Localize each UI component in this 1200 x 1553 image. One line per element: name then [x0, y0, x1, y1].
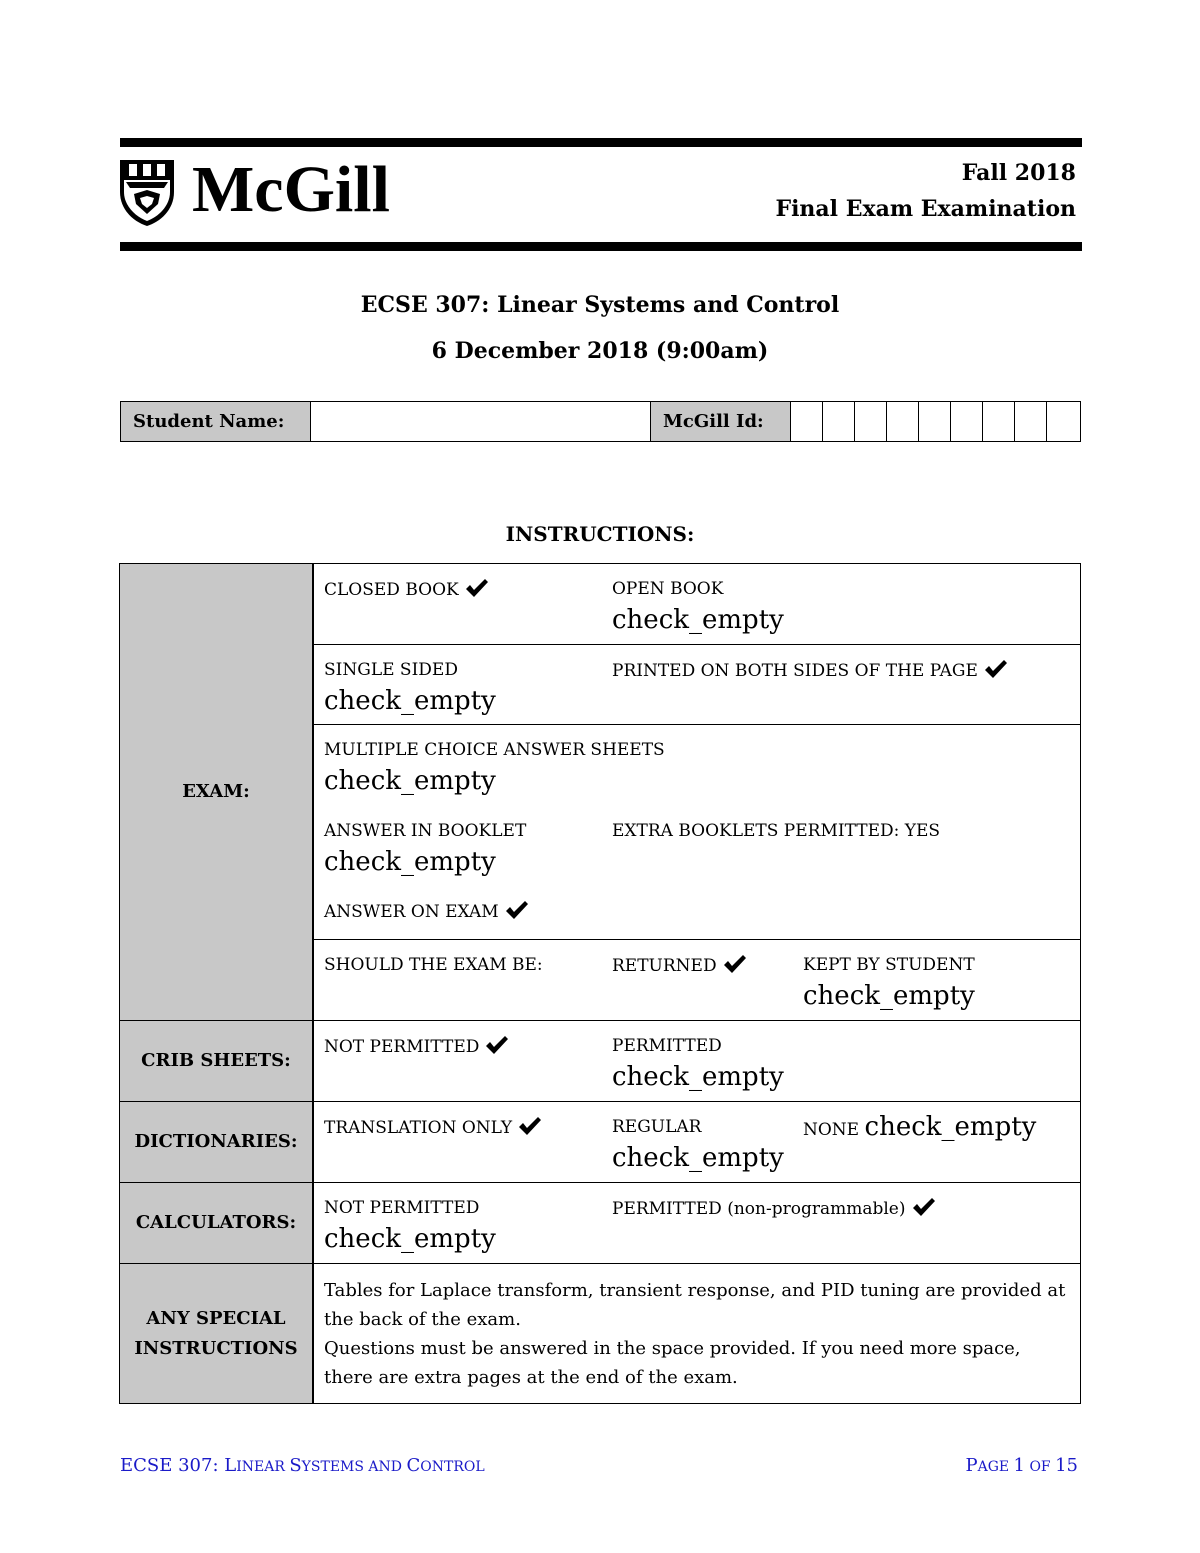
special-label-line2: INSTRUCTIONS: [134, 1337, 298, 1359]
closed-book-label: CLOSED BOOK: [324, 580, 459, 600]
footer-cap: S: [289, 1455, 302, 1476]
crib-not-permitted-label: NOT PERMITTED: [324, 1037, 480, 1057]
regular-option: [612, 1116, 784, 1176]
single-sided-option: [324, 659, 496, 719]
empty-checkbox-placeholder[interactable]: check_empty: [803, 981, 975, 1011]
kept-by-student-option: [803, 954, 975, 1014]
mcgill-id-digit-box[interactable]: [791, 402, 823, 441]
checkmark-icon: [518, 1116, 542, 1136]
header-top-rule: [120, 138, 1082, 147]
special-instruction-paragraph: Tables for Laplace transform, transient response, and PID tuning are provided at the back of the exam.: [324, 1280, 1066, 1330]
footer-smallcaps: AGE: [977, 1459, 1014, 1475]
student-info-row: [120, 401, 1081, 442]
both-sides-option: [612, 659, 1008, 682]
mcgill-id-digit-box[interactable]: [823, 402, 855, 441]
crib-permitted-label: PERMITTED: [612, 1036, 722, 1056]
checkmark-icon: [984, 659, 1008, 679]
calc-not-permitted-option: [324, 1197, 496, 1257]
exam-label-text: EXAM:: [182, 781, 250, 802]
calc-permitted-note: (non-programmable): [727, 1199, 906, 1219]
footer-cap: C: [406, 1455, 421, 1476]
dictionaries-options-cell: [313, 1102, 1081, 1183]
empty-checkbox-placeholder[interactable]: check_empty: [324, 1224, 496, 1254]
closed-book-option: [324, 578, 489, 601]
open-book-label: OPEN BOOK: [612, 579, 724, 599]
calculators-section-label: [120, 1183, 314, 1264]
exam-date: 6 December 2018 (9:00am): [431, 338, 769, 364]
crib-options-cell: [313, 1021, 1081, 1102]
checkmark-icon: [912, 1197, 936, 1217]
exam-term: Fall 2018: [961, 160, 1076, 186]
crib-not-permitted-option: [324, 1035, 509, 1058]
empty-checkbox-placeholder[interactable]: check_empty: [612, 605, 784, 635]
regular-label: REGULAR: [612, 1117, 702, 1137]
exam-section-label: [120, 564, 314, 1021]
mc-sheets-label: MULTIPLE CHOICE ANSWER SHEETS: [324, 740, 665, 760]
open-book-option: [612, 578, 784, 638]
dictionaries-label-text: DICTIONARIES:: [134, 1131, 298, 1152]
mcgill-id-digit-box[interactable]: [919, 402, 951, 441]
checkmark-icon: [485, 1035, 509, 1055]
total-page-count: 15: [1055, 1455, 1078, 1476]
single-sided-label: SINGLE SIDED: [324, 660, 458, 680]
footer-smallcaps: OF: [1025, 1459, 1056, 1475]
sides-options-cell: [313, 645, 1081, 725]
footer-page-number: [965, 1455, 1078, 1476]
none-option: [803, 1112, 1037, 1142]
footer-cap: P: [965, 1455, 978, 1476]
special-label-line1: ANY SPECIAL: [146, 1307, 286, 1329]
returned-option: [612, 954, 747, 977]
mcgill-id-digit-box[interactable]: [887, 402, 919, 441]
course-title: ECSE 307: Linear Systems and Control: [360, 292, 840, 318]
answer-booklet-label: ANSWER IN BOOKLET: [324, 821, 527, 841]
mcgill-id-digit-box[interactable]: [1047, 402, 1080, 441]
crib-label-text: CRIB SHEETS:: [141, 1050, 291, 1071]
empty-checkbox-placeholder[interactable]: check_empty: [324, 686, 496, 716]
kept-label: KEPT BY STUDENT: [803, 955, 975, 975]
current-page-number: 1: [1013, 1455, 1025, 1476]
book-options-cell: [313, 564, 1081, 645]
calculators-label-text: CALCULATORS:: [135, 1212, 297, 1233]
mcgill-crest-icon: [118, 158, 176, 228]
special-instructions-section-label: [120, 1264, 314, 1404]
none-label: NONE: [803, 1120, 860, 1140]
header-bottom-rule: [120, 242, 1082, 251]
instructions-table: [119, 563, 1081, 1404]
footer-cap: L: [224, 1455, 237, 1476]
translation-only-option: [324, 1116, 542, 1139]
special-instructions-text: [324, 1276, 1074, 1392]
mc-sheets-option: [324, 739, 665, 799]
footer-smallcaps: INEAR: [236, 1459, 290, 1475]
empty-checkbox-placeholder[interactable]: check_empty: [612, 1143, 784, 1173]
mcgill-id-digit-box[interactable]: [951, 402, 983, 441]
footer-course-code: ECSE 307:: [120, 1455, 225, 1476]
student-name-field[interactable]: [311, 402, 651, 441]
answer-options-cell: [313, 725, 1081, 940]
footer-smallcaps: YSTEMS AND: [301, 1459, 407, 1475]
calculators-options-cell: [313, 1183, 1081, 1264]
calc-permitted-option: [612, 1197, 936, 1220]
checkmark-icon: [723, 954, 747, 974]
checkmark-icon: [505, 900, 529, 920]
crib-sheets-section-label: [120, 1021, 314, 1102]
empty-checkbox-placeholder[interactable]: check_empty: [864, 1112, 1037, 1142]
extra-booklets-label: EXTRA BOOKLETS PERMITTED: YES: [612, 821, 941, 841]
special-instruction-paragraph: Questions must be answered in the space provided. If you need more space, there are extra pages at the end of the exam.: [324, 1338, 1021, 1388]
should-exam-be-label: [324, 954, 543, 976]
empty-checkbox-placeholder[interactable]: check_empty: [324, 766, 496, 796]
mcgill-logo-text: McGill: [192, 153, 390, 226]
crib-permitted-option: [612, 1035, 784, 1095]
mcgill-id-digit-box[interactable]: [855, 402, 887, 441]
answer-exam-option: [324, 900, 529, 923]
return-options-cell: [313, 940, 1081, 1021]
both-sides-label: PRINTED ON BOTH SIDES OF THE PAGE: [612, 661, 978, 681]
answer-booklet-option: [324, 820, 526, 880]
mcgill-id-label: McGill Id:: [651, 402, 791, 441]
calc-not-permitted-label: NOT PERMITTED: [324, 1198, 480, 1218]
mcgill-id-digit-box[interactable]: [1015, 402, 1047, 441]
footer-course-title: [120, 1455, 485, 1476]
extra-booklets-option: [612, 820, 940, 842]
mcgill-id-digit-box[interactable]: [983, 402, 1015, 441]
translation-only-label: TRANSLATION ONLY: [324, 1118, 513, 1138]
checkmark-icon: [465, 578, 489, 598]
dictionaries-section-label: [120, 1102, 314, 1183]
empty-checkbox-placeholder[interactable]: check_empty: [612, 1062, 784, 1092]
student-name-label: Student Name:: [121, 402, 311, 441]
should-be-text: SHOULD THE EXAM BE:: [324, 955, 543, 975]
empty-checkbox-placeholder[interactable]: check_empty: [324, 847, 496, 877]
calc-permitted-label: PERMITTED: [612, 1199, 722, 1219]
answer-exam-label: ANSWER ON EXAM: [324, 902, 499, 922]
special-instructions-cell: [313, 1264, 1081, 1404]
footer-smallcaps: ONTROL: [420, 1459, 485, 1475]
returned-label: RETURNED: [612, 956, 717, 976]
instructions-heading: INSTRUCTIONS:: [505, 522, 695, 546]
exam-type: Final Exam Examination: [775, 196, 1076, 222]
